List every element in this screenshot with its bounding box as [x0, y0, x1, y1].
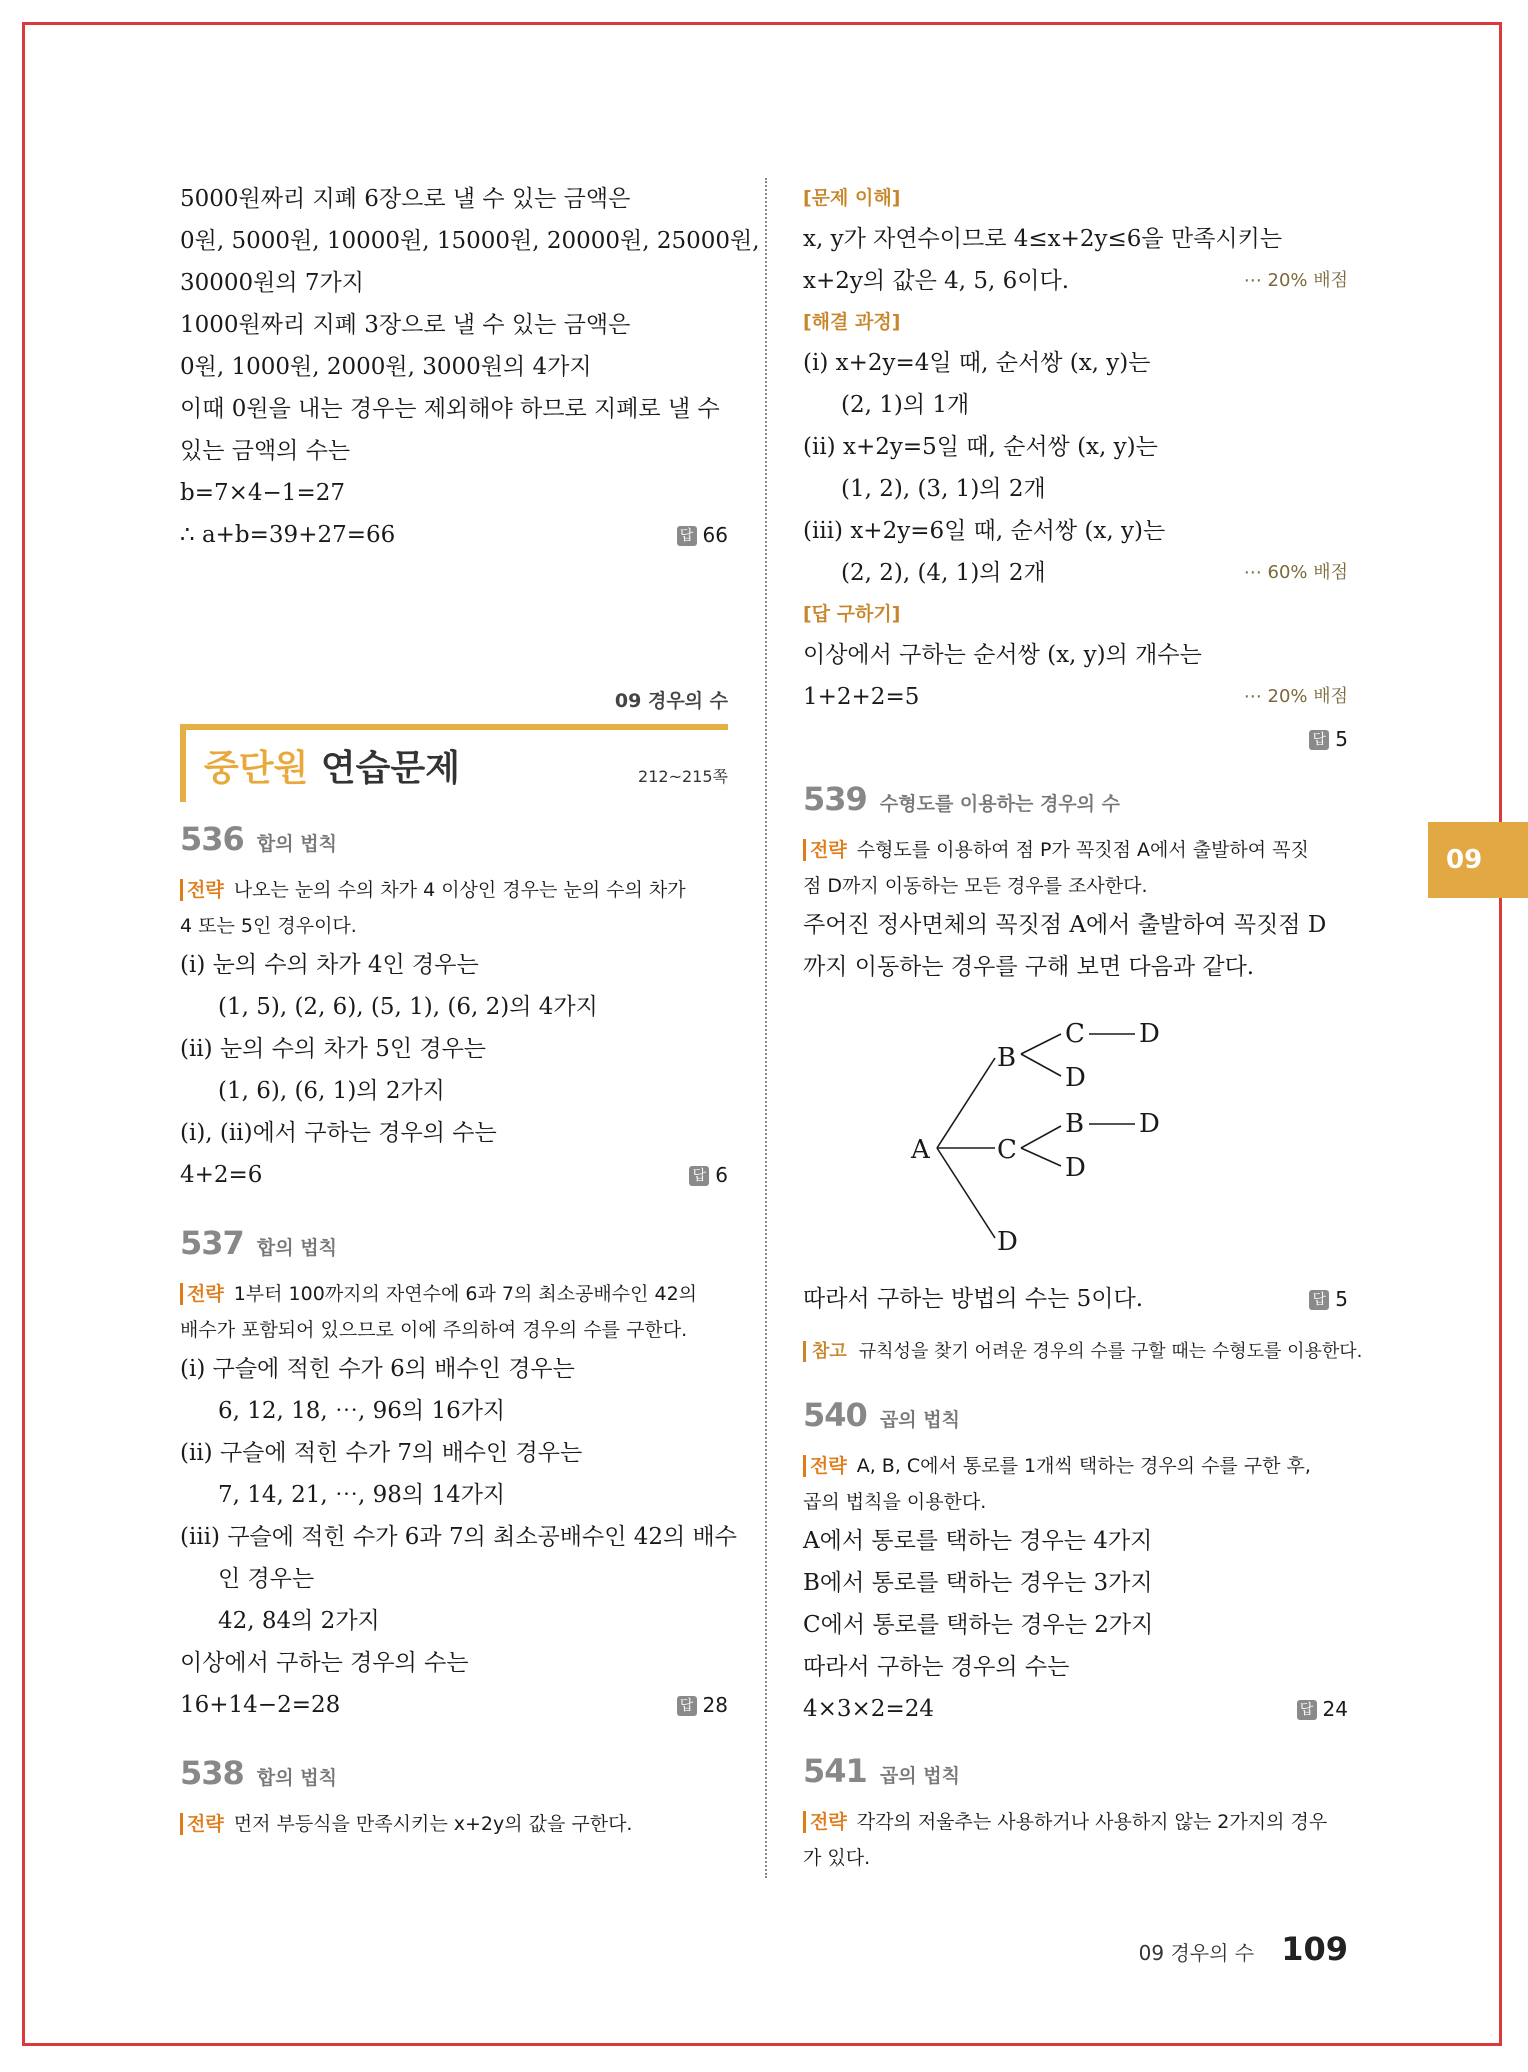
answer-badge — [1297, 1688, 1348, 1730]
solution-line — [803, 1688, 1348, 1730]
page-number: 109 — [1281, 1930, 1348, 1968]
strategy-label: 전략 — [803, 1455, 851, 1477]
step-tag: [문제 이해] — [803, 187, 901, 209]
answer-value: 24 — [1322, 1697, 1348, 1721]
strategy-text: 1부터 100까지의 자연수에 6과 7의 최소공배수인 42의 — [233, 1283, 698, 1305]
problem-header-537 — [180, 1224, 728, 1276]
problem-topic: 합의 법칙 — [256, 833, 337, 855]
solution-line — [180, 1154, 728, 1196]
strategy-line: 4 또는 5인 경우이다. — [180, 915, 357, 937]
solution-line — [803, 260, 1348, 302]
tree-edge — [1021, 1148, 1061, 1166]
solution-text: 4+2=6 — [180, 1162, 263, 1188]
tree-edge — [1021, 1126, 1061, 1148]
answer-badge — [1309, 1278, 1348, 1320]
score-note: ⋯ 20% 배점 — [1243, 270, 1348, 291]
answer-row — [803, 718, 1348, 758]
section-pages: 212~215쪽 — [638, 767, 728, 786]
solution-text: 1+2+2=5 — [803, 684, 920, 710]
strategy-label: 전략 — [803, 839, 851, 861]
answer-value: 6 — [715, 1163, 728, 1187]
solution-line: (ⅰ), (ⅱ)에서 구하는 경우의 수는 — [180, 1120, 497, 1146]
page-footer — [1139, 1930, 1348, 1968]
strategy-line: 배수가 포함되어 있으므로 이에 주의하여 경우의 수를 구한다. — [180, 1319, 688, 1341]
solution-line: (1, 5), (2, 6), (5, 1), (6, 2)의 4가지 — [218, 994, 598, 1020]
section-title-a: 중단원 — [204, 748, 309, 789]
strategy-line — [803, 1448, 1348, 1484]
tree-node-d: D — [1065, 1063, 1086, 1093]
solution-line: 따라서 구하는 경우의 수는 — [803, 1654, 1070, 1680]
tree-node-c: C — [997, 1135, 1017, 1165]
problem-header-536 — [180, 820, 728, 872]
solution-text: 4×3×2=24 — [803, 1696, 934, 1722]
solution-line: (ⅲ) 구슬에 적힌 수가 6과 7의 최소공배수인 42의 배수 — [180, 1524, 737, 1550]
solution-line: (1, 6), (6, 1)의 2가지 — [218, 1078, 445, 1104]
solution-line: B에서 통로를 택하는 경우는 3가지 — [803, 1570, 1153, 1596]
solution-line: (ⅰ) x+2y=4일 때, 순서쌍 (x, y)는 — [803, 350, 1151, 376]
note-label: 참고 — [803, 1341, 853, 1362]
solution-line: (ⅱ) 눈의 수의 차가 5인 경우는 — [180, 1036, 487, 1062]
tree-edge — [1021, 1054, 1061, 1076]
step-tag: [답 구하기] — [803, 603, 901, 625]
problem-number: 541 — [803, 1752, 867, 1790]
problem-topic: 합의 법칙 — [256, 1767, 337, 1789]
strategy-line — [803, 1804, 1348, 1840]
solution-line: C에서 통로를 택하는 경우는 2가지 — [803, 1612, 1154, 1638]
solution-line — [803, 1278, 1348, 1320]
solution-line: (ⅰ) 구슬에 적힌 수가 6의 배수인 경우는 — [180, 1356, 575, 1382]
problem-number: 540 — [803, 1396, 867, 1434]
solution-line: 5000원짜리 지폐 6장으로 낼 수 있는 금액은 — [180, 186, 631, 212]
solution-line: A에서 통로를 택하는 경우는 4가지 — [803, 1528, 1153, 1554]
answer-box-icon: 답 — [677, 526, 697, 546]
answer-box-icon: 답 — [689, 1166, 709, 1186]
strategy-line: 곱의 법칙을 이용한다. — [803, 1491, 987, 1513]
strategy-line: 점 D까지 이동하는 모든 경우를 조사한다. — [803, 875, 1148, 897]
strategy-text: 먼저 부등식을 만족시키는 x+2y의 값을 구한다. — [233, 1813, 633, 1835]
problem-topic: 합의 법칙 — [256, 1237, 337, 1259]
solution-line: 0원, 1000원, 2000원, 3000원의 4가지 — [180, 354, 592, 380]
answer-box-icon: 답 — [1309, 730, 1329, 750]
solution-line: 42, 84의 2가지 — [218, 1608, 380, 1634]
tree-edge — [1021, 1034, 1061, 1054]
solution-line: (2, 1)의 1개 — [841, 392, 970, 418]
tree-edge — [937, 1148, 995, 1238]
answer-value: 28 — [702, 1693, 728, 1717]
answer-badge — [1309, 718, 1348, 760]
solution-text: 16+14−2=28 — [180, 1692, 341, 1718]
answer-value: 5 — [1335, 1287, 1348, 1311]
solution-line: 30000원의 7가지 — [180, 270, 364, 296]
problem-number: 537 — [180, 1224, 244, 1262]
answer-box-icon: 답 — [1309, 1290, 1329, 1310]
solution-line: 이때 0원을 내는 경우는 제외해야 하므로 지폐로 낼 수 — [180, 396, 720, 422]
solution-line: 6, 12, 18, ⋯, 96의 16가지 — [218, 1398, 506, 1424]
solution-line: 이상에서 구하는 경우의 수는 — [180, 1650, 469, 1676]
solution-line: 7, 14, 21, ⋯, 98의 14가지 — [218, 1482, 506, 1508]
strategy-line — [180, 1276, 728, 1312]
problem-number: 536 — [180, 820, 244, 858]
strategy-line — [180, 872, 728, 908]
section-crumb: 09 경우의 수 — [614, 690, 728, 712]
column-divider — [765, 178, 767, 1878]
note-text: 규칙성을 찾기 어려운 경우의 수를 구할 때는 수형도를 이용한다. — [858, 1341, 1363, 1362]
tree-node-c: C — [1065, 1019, 1085, 1049]
answer-value: 66 — [702, 523, 728, 547]
solution-line: (ⅱ) x+2y=5일 때, 순서쌍 (x, y)는 — [803, 434, 1158, 460]
section-title-b: 연습문제 — [320, 748, 460, 789]
strategy-label: 전략 — [180, 1283, 228, 1305]
step-tag: [해결 과정] — [803, 311, 901, 333]
tree-diagram-svg — [803, 988, 1348, 1278]
solution-line: (ⅲ) x+2y=6일 때, 순서쌍 (x, y)는 — [803, 518, 1166, 544]
tree-diagram — [803, 988, 1348, 1278]
answer-box-icon: 답 — [1297, 1700, 1317, 1720]
solution-line: b=7×4−1=27 — [180, 480, 345, 506]
score-note: ⋯ 20% 배점 — [1243, 686, 1348, 707]
problem-header-538 — [180, 1754, 728, 1806]
strategy-line — [180, 1806, 728, 1842]
chapter-tab[interactable]: 09 — [1428, 822, 1528, 898]
tree-edge — [937, 1058, 995, 1148]
tree-node-b: B — [1065, 1109, 1085, 1139]
solution-line — [180, 1684, 728, 1726]
strategy-label: 전략 — [803, 1811, 851, 1833]
solution-text: x+2y의 값은 4, 5, 6이다. — [803, 268, 1070, 294]
answer-box-icon: 답 — [677, 1696, 697, 1716]
solution-line: x, y가 자연수이므로 4≤x+2y≤6을 만족시키는 — [803, 226, 1283, 252]
strategy-text: 각각의 저울추는 사용하거나 사용하지 않는 2가지의 경우 — [856, 1811, 1328, 1833]
right-column — [803, 178, 1363, 1876]
tree-node-d: D — [1065, 1153, 1086, 1183]
answer-badge — [677, 514, 728, 556]
problem-number: 539 — [803, 780, 867, 818]
solution-line: 1000원짜리 지폐 3장으로 낼 수 있는 금액은 — [180, 312, 631, 338]
problem-header-540 — [803, 1396, 1348, 1448]
solution-line: 이상에서 구하는 순서쌍 (x, y)의 개수는 — [803, 642, 1202, 668]
problem-header-539 — [803, 780, 1348, 832]
strategy-label: 전략 — [180, 879, 228, 901]
solution-line: 0원, 5000원, 10000원, 15000원, 20000원, 25000원, — [180, 228, 760, 254]
strategy-line — [803, 832, 1348, 868]
strategy-text: 나오는 눈의 수의 차가 4 이상인 경우는 눈의 수의 차가 — [233, 879, 686, 901]
section-title — [204, 740, 460, 791]
strategy-text: A, B, C에서 통로를 1개씩 택하는 경우의 수를 구한 후, — [856, 1455, 1311, 1477]
solution-line — [180, 514, 728, 556]
tree-node-d: D — [1139, 1019, 1160, 1049]
reference-note — [803, 1334, 1363, 1370]
solution-text: (2, 2), (4, 1)의 2개 — [841, 560, 1046, 586]
left-column — [180, 178, 760, 1842]
solution-text: 따라서 구하는 방법의 수는 5이다. — [803, 1286, 1144, 1312]
tree-node-d: D — [997, 1227, 1018, 1257]
solution-line: (ⅱ) 구슬에 적힌 수가 7의 배수인 경우는 — [180, 1440, 583, 1466]
problem-header-541 — [803, 1752, 1348, 1804]
solution-line: 인 경우는 — [218, 1566, 315, 1592]
solution-line — [803, 676, 1348, 718]
prev-solution — [180, 178, 760, 556]
tree-node-d: D — [1139, 1109, 1160, 1139]
solution-line: 까지 이동하는 경우를 구해 보면 다음과 같다. — [803, 954, 1255, 980]
solution-line: 주어진 정사면체의 꼭짓점 A에서 출발하여 꼭짓점 D — [803, 912, 1327, 938]
strategy-label: 전략 — [180, 1813, 228, 1835]
answer-value: 5 — [1335, 727, 1348, 751]
strategy-line: 가 있다. — [803, 1847, 871, 1869]
answer-badge — [689, 1154, 728, 1196]
strategy-text: 수형도를 이용하여 점 P가 꼭짓점 A에서 출발하여 꼭짓 — [856, 839, 1309, 861]
tree-node-b: B — [997, 1043, 1017, 1073]
problem-number: 538 — [180, 1754, 244, 1792]
problem-topic: 곱의 법칙 — [879, 1409, 960, 1431]
problem-topic: 곱의 법칙 — [879, 1765, 960, 1787]
solution-line: (ⅰ) 눈의 수의 차가 4인 경우는 — [180, 952, 479, 978]
answer-badge — [677, 1684, 728, 1726]
section-banner — [180, 724, 728, 802]
solution-text: ∴ a+b=39+27=66 — [180, 522, 396, 548]
problem-topic: 수형도를 이용하는 경우의 수 — [879, 793, 1120, 815]
footer-chapter: 09 경우의 수 — [1138, 1941, 1255, 1965]
solution-line: (1, 2), (3, 1)의 2개 — [841, 476, 1046, 502]
solution-line — [803, 552, 1348, 594]
solution-line: 있는 금액의 수는 — [180, 438, 351, 464]
score-note: ⋯ 60% 배점 — [1243, 562, 1348, 583]
tree-node-a: A — [911, 1135, 930, 1165]
